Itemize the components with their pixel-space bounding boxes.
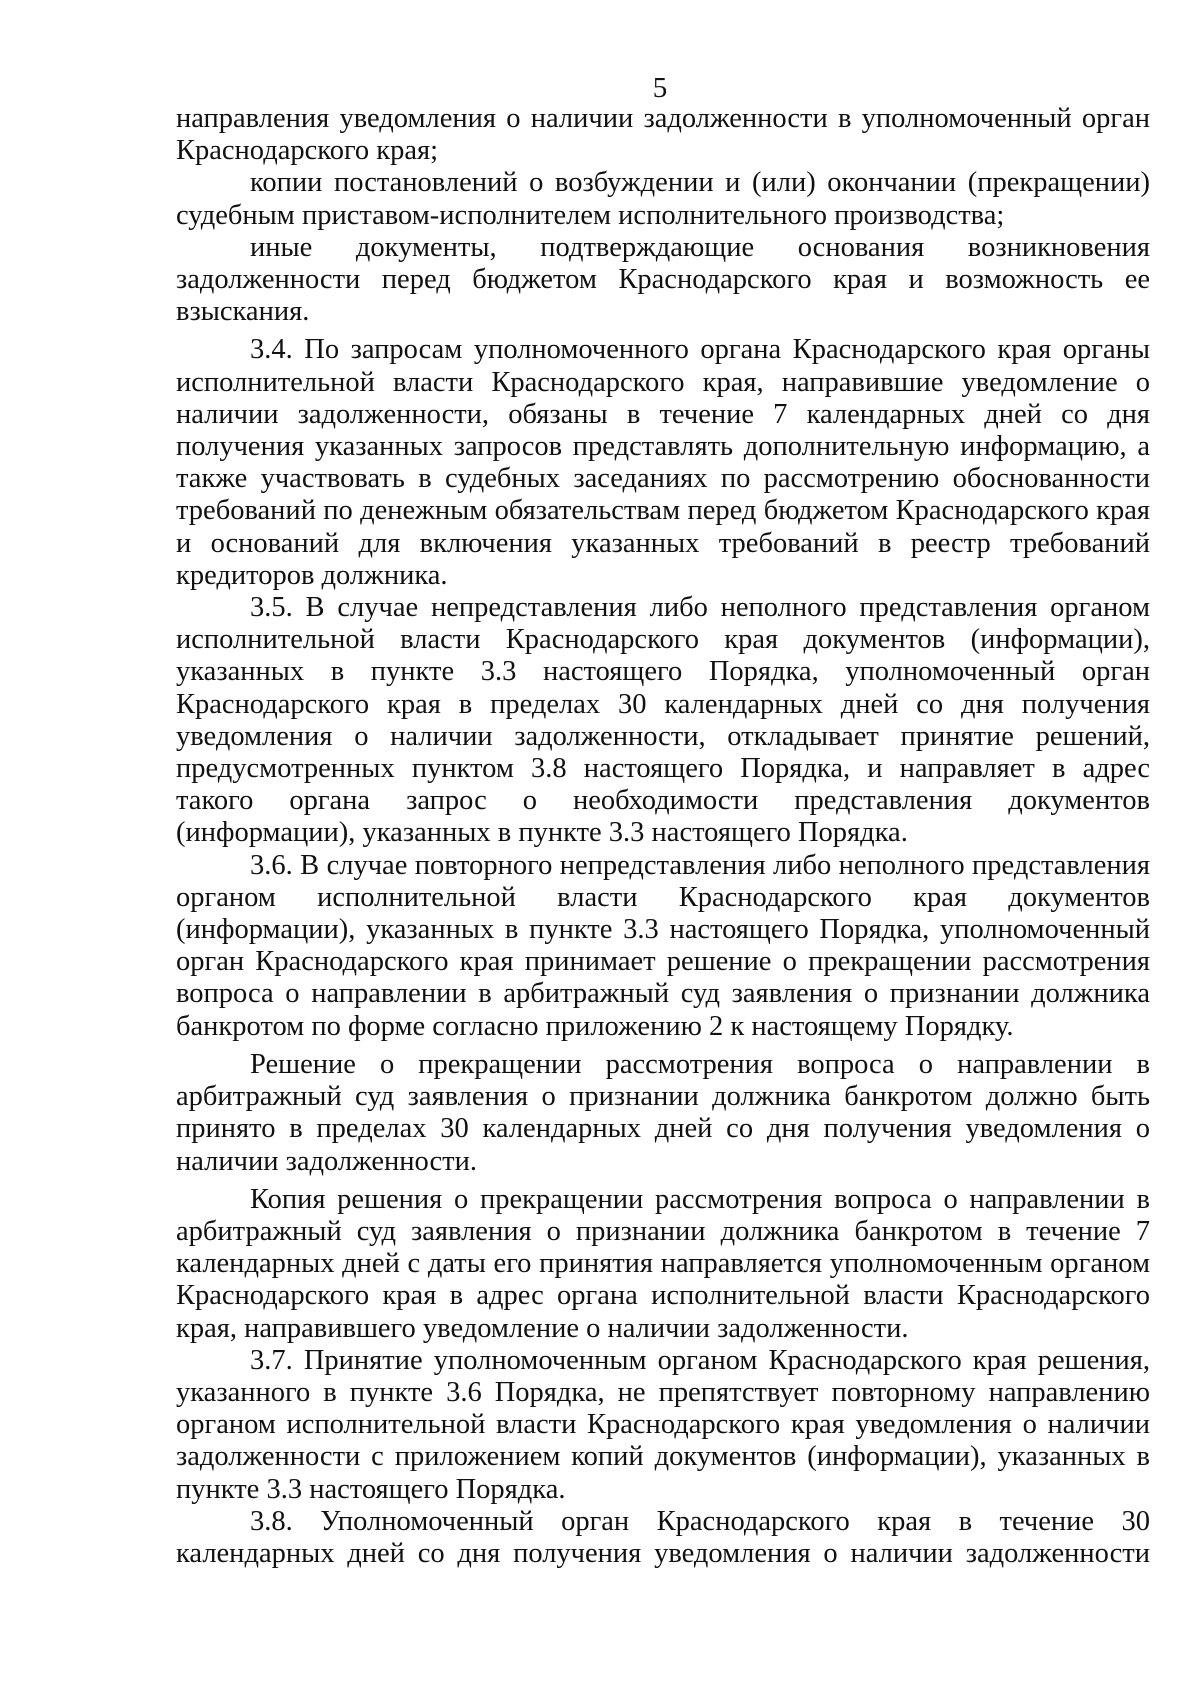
paragraph-clause-3-5: 3.5. В случае непредставления либо неполного представления органом исполнительной власти Краснодарского края документов (информации), указанных в пункте 3.3 настоящего Порядка, уполномоченный орган Краснодарского края в пределах 30 календарных дней со дня получения уведомления о наличии задолженности, откладывает принятие решений, предусмотренных пунктом 3.8 настоящего Порядка, и направляет в адрес такого органа запрос о необходимости представления документов (информации), указанных в пункте 3.3 настоящего Порядка. bbox=[176, 592, 1150, 849]
paragraph-clause-3-7: 3.7. Принятие уполномоченным органом Краснодарского края решения, указанного в пункте 3.6 Порядка, не препятствует повторному направлению органом исполнительной власти Краснодарского края уведомления о наличии задолженности с приложением копий документов (информации), указанных в пункте 3.3 настоящего Порядка. bbox=[176, 1344, 1150, 1505]
paragraph-clause-3-6: 3.6. В случае повторного непредставления либо неполного представления органом исполнительной власти Краснодарского края документов (информации), указанных в пункте 3.3 настоящего Порядка, уполномоченный орган Краснодарского края принимает решение о прекращении рассмотрения вопроса о направлении в арбитражный суд заявления о признании должника банкротом по форме согласно приложению 2 к настоящему Порядку. bbox=[176, 849, 1150, 1042]
document-body bbox=[176, 103, 1150, 1570]
paragraph-continued-notification: направления уведомления о наличии задолженности в уполномоченный орган Краснодарского края; bbox=[176, 103, 1150, 167]
paragraph-decision-copy: Копия решения о прекращении рассмотрения вопроса о направлении в арбитражный суд заявления о признании должника банкротом в течение 7 календарных дней с даты его принятия направляется уполномоченным органом Краснодарского края в адрес органа исполнительной власти Краснодарского края, направившего уведомление о наличии задолженности. bbox=[176, 1183, 1150, 1344]
paragraph-clause-3-4: 3.4. По запросам уполномоченного органа Краснодарского края органы исполнительной власти Краснодарского края, направившие уведомление о наличии задолженности, обязаны в течение 7 календарных дней со дня получения указанных запросов представлять дополнительную информацию, а также участвовать в судебных заседаниях по рассмотрению обоснованности требований по денежным обязательствам перед бюджетом Краснодарского края и оснований для включения указанных требований в реестр требований кредиторов должника. bbox=[176, 334, 1150, 591]
paragraph-copies-of-resolutions: копии постановлений о возбуждении и (или) окончании (прекращении) судебным приставом-исполнителем исполнительного производства; bbox=[176, 167, 1150, 231]
paragraph-clause-3-8: 3.8. Уполномоченный орган Краснодарского края в течение 30 календарных дней со дня получения уведомления о наличии задолженности bbox=[176, 1505, 1150, 1569]
paragraph-decision-deadline: Решение о прекращении рассмотрения вопроса о направлении в арбитражный суд заявления о признании должника банкротом должно быть принято в пределах 30 календарных дней со дня получения уведомления о наличии задолженности. bbox=[176, 1048, 1150, 1177]
paragraph-other-documents: иные документы, подтверждающие основания возникновения задолженности перед бюджетом Краснодарского края и возможность ее взыскания. bbox=[176, 231, 1150, 328]
page-number: 5 bbox=[652, 72, 668, 104]
